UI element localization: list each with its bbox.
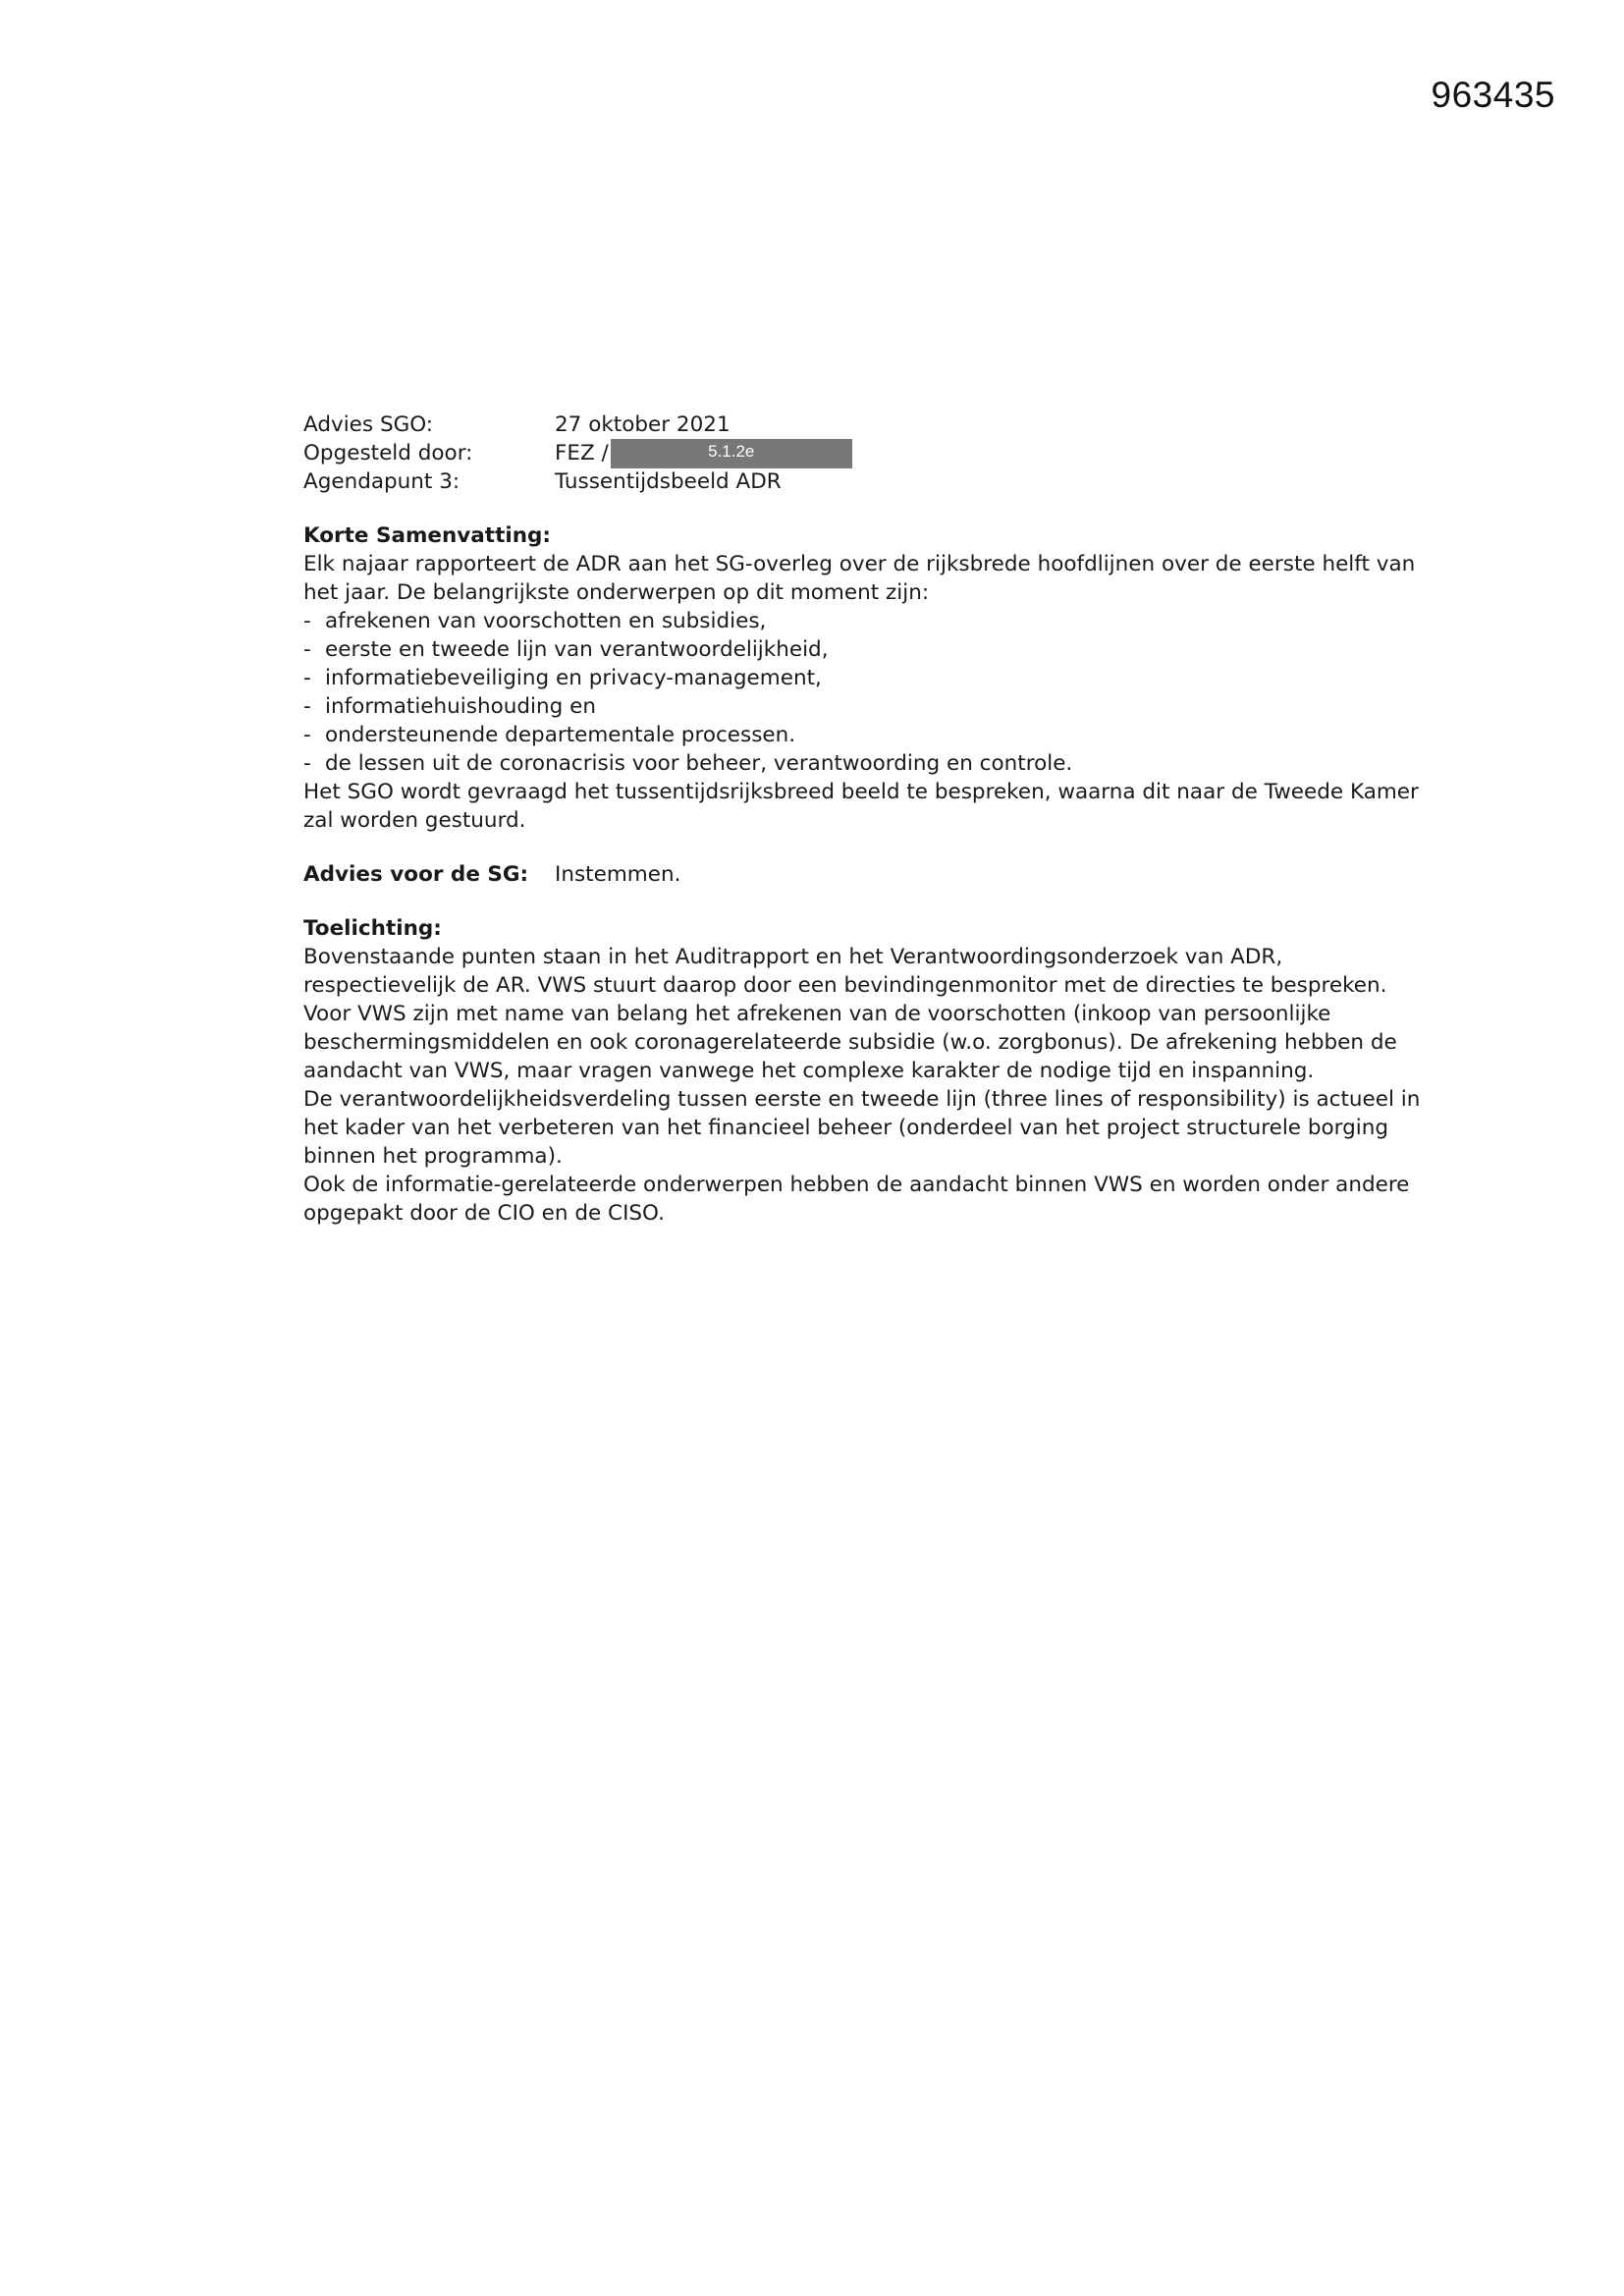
list-item (303, 692, 1423, 721)
explanation-paragraph: Voor VWS zijn met name van belang het afrekenen van de voorschotten (inkoop van persoonlijke beschermingsmiddelen en ook coronagerelateerde subsidie (w.o. zorgbonus). De afrekening hebben de aandacht van VWS, maar vragen vanwege het complexe karakter de nodige tijd en inspanning. (303, 1002, 1397, 1083)
advice-section (303, 860, 1423, 889)
list-item-text: ondersteunende departementale processen. (325, 723, 796, 747)
summary-section (303, 521, 1423, 835)
advice-value: Instemmen. (555, 862, 681, 887)
list-item (303, 721, 1423, 749)
meta-row-date (303, 410, 1423, 439)
summary-heading: Korte Samenvatting: (303, 523, 552, 548)
list-item-text: informatiehuishouding en (325, 694, 596, 719)
explanation-heading: Toelichting: (303, 916, 442, 941)
meta-label: Agendapunt 3: (303, 469, 460, 494)
redaction-box: 5.1.2e (611, 439, 852, 468)
list-item-text: afrekenen van voorschotten en subsidies, (325, 609, 767, 633)
explanation-paragraph: De verantwoordelijkheidsverdeling tussen eerste en tweede lijn (three lines of responsibility) is actueel in het kader van het verbeteren van het financieel beheer (onderdeel van het project structurele borging binnen het programma). (303, 1087, 1421, 1169)
advice-label: Advies voor de SG: (303, 862, 529, 887)
document-number: 963435 (1431, 75, 1555, 115)
summary-intro: Elk najaar rapporteert de ADR aan het SG-overleg over de rijksbrede hoofdlijnen over de eerste helft van het jaar. De belangrijkste onderwerpen op dit moment zijn: (303, 552, 1416, 605)
list-marker: - (303, 666, 311, 690)
explanation-paragraph: Bovenstaande punten staan in het Auditrapport en het Verantwoordingsonderzoek van ADR, respectievelijk de AR. VWS stuurt daarop door een bevindingenmonitor met de directies te bespreken. (303, 945, 1387, 998)
memo-body (303, 410, 1423, 1228)
list-marker: - (303, 723, 311, 747)
meta-label: Opgesteld door: (303, 441, 473, 465)
summary-closing: Het SGO wordt gevraagd het tussentijdsrijksbreed beeld te bespreken, waarna dit naar de Tweede Kamer zal worden gestuurd. (303, 780, 1419, 833)
list-item-text: de lessen uit de coronacrisis voor beheer, verantwoording en controle. (325, 751, 1073, 776)
meta-row-author (303, 439, 1423, 467)
list-item (303, 607, 1423, 635)
list-marker: - (303, 637, 311, 662)
memo-meta (303, 410, 1423, 496)
explanation-paragraph: Ook de informatie-gerelateerde onderwerpen hebben de aandacht binnen VWS en worden onder andere opgepakt door de CIO en de CISO. (303, 1173, 1410, 1226)
list-item (303, 664, 1423, 692)
meta-value: Tussentijdsbeeld ADR (555, 469, 782, 494)
list-item-text: eerste en tweede lijn van verantwoordelijkheid, (325, 637, 829, 662)
list-marker: - (303, 751, 311, 776)
meta-value: 27 oktober 2021 (555, 412, 731, 437)
meta-value: FEZ / (555, 441, 609, 465)
meta-label: Advies SGO: (303, 412, 434, 437)
meta-row-agenda (303, 467, 1423, 496)
list-marker: - (303, 694, 311, 719)
list-item-text: informatiebeveiliging en privacy-management, (325, 666, 822, 690)
explanation-section (303, 914, 1423, 1228)
list-item (303, 749, 1423, 778)
summary-list (303, 607, 1423, 778)
meta-value-author (555, 439, 852, 467)
list-marker: - (303, 609, 311, 633)
list-item (303, 635, 1423, 664)
